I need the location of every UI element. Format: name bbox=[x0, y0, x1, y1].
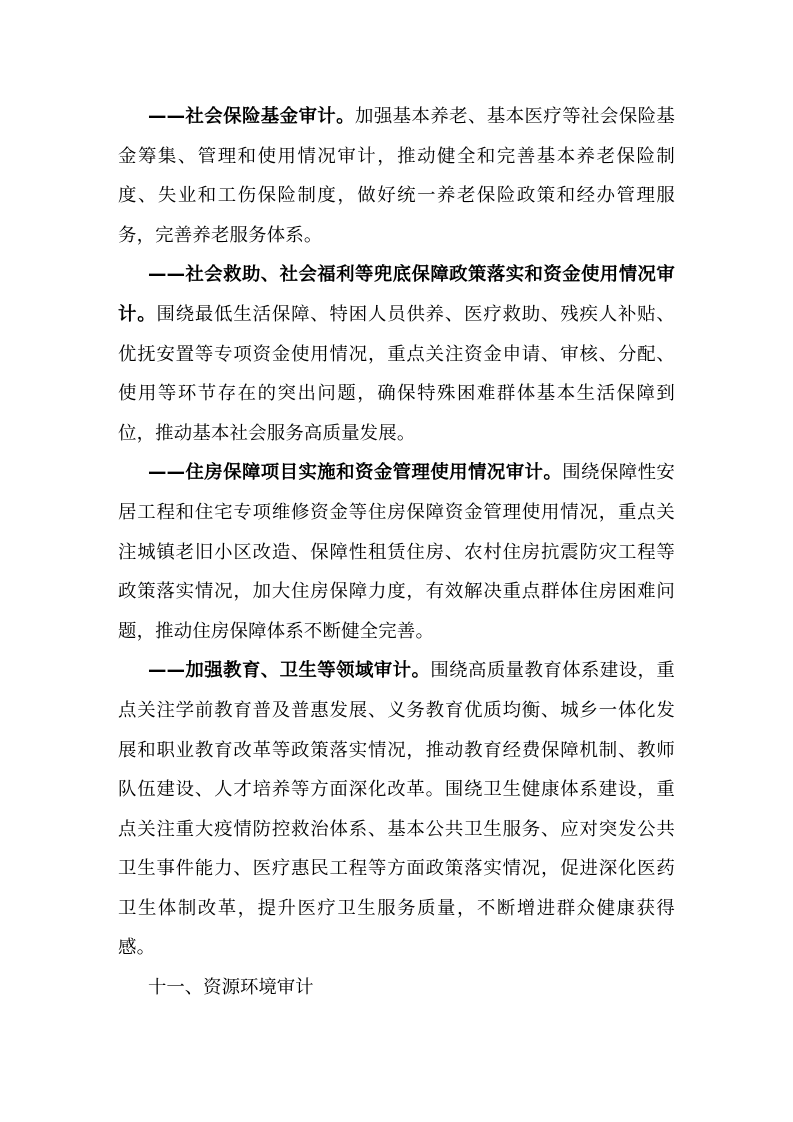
document-page bbox=[118, 97, 675, 1008]
paragraph-body: 围绕保障性安居工程和住宅专项维修资金等住房保障资金管理使用情况，重点关注城镇老旧小区改造、保障性租赁住房、农村住房抗震防灾工程等政策落实情况，加大住房保障力度，有效解决重点群体住房困难问题，推动住房保障体系不断健全完善。 bbox=[118, 462, 676, 642]
section-heading: 十一、资源环境审计 bbox=[148, 977, 314, 999]
paragraph-social-insurance-fund-audit bbox=[118, 97, 675, 255]
paragraph-lead: ——住房保障项目实施和资金管理使用情况审计。 bbox=[148, 462, 563, 484]
paragraph-lead: ——社会救助、社会福利等兜底保障政策落实和资金使用情况审计。 bbox=[118, 264, 675, 325]
paragraph-social-assistance-audit bbox=[118, 255, 675, 453]
paragraph-body: 围绕最低生活保障、特困人员供养、医疗救助、残疾人补贴、优抚安置等专项资金使用情况，重点关注资金申请、审核、分配、使用等环节存在的突出问题，确保特殊困难群体基本生活保障到位，推动基本社会服务高质量发展。 bbox=[118, 303, 676, 444]
paragraph-body: 围绕高质量教育体系建设，重点关注学前教育普及普惠发展、义务教育优质均衡、城乡一体化发展和职业教育改革等政策落实情况，推动教育经费保障机制、教师队伍建设、人才培养等方面深化改革。围绕卫生健康体系建设，重点关注重大疫情防控救治体系、基本公共卫生服务、应对突发公共卫生事件能力、医疗惠民工程等方面政策落实情况，促进深化医药卫生体制改革，提升医疗卫生服务质量，不断增进群众健康获得感。 bbox=[118, 660, 675, 959]
paragraph-housing-security-audit bbox=[118, 453, 675, 651]
paragraph-education-health-audit bbox=[118, 651, 675, 968]
paragraph-lead: ——加强教育、卫生等领域审计。 bbox=[148, 660, 431, 682]
paragraph-body: 加强基本养老、基本医疗等社会保险基金筹集、管理和使用情况审计，推动健全和完善基本养老保险制度、失业和工伤保险制度，做好统一养老保险政策和经办管理服务，完善养老服务体系。 bbox=[118, 106, 675, 246]
paragraph-lead: ——社会保险基金审计。 bbox=[148, 106, 355, 127]
